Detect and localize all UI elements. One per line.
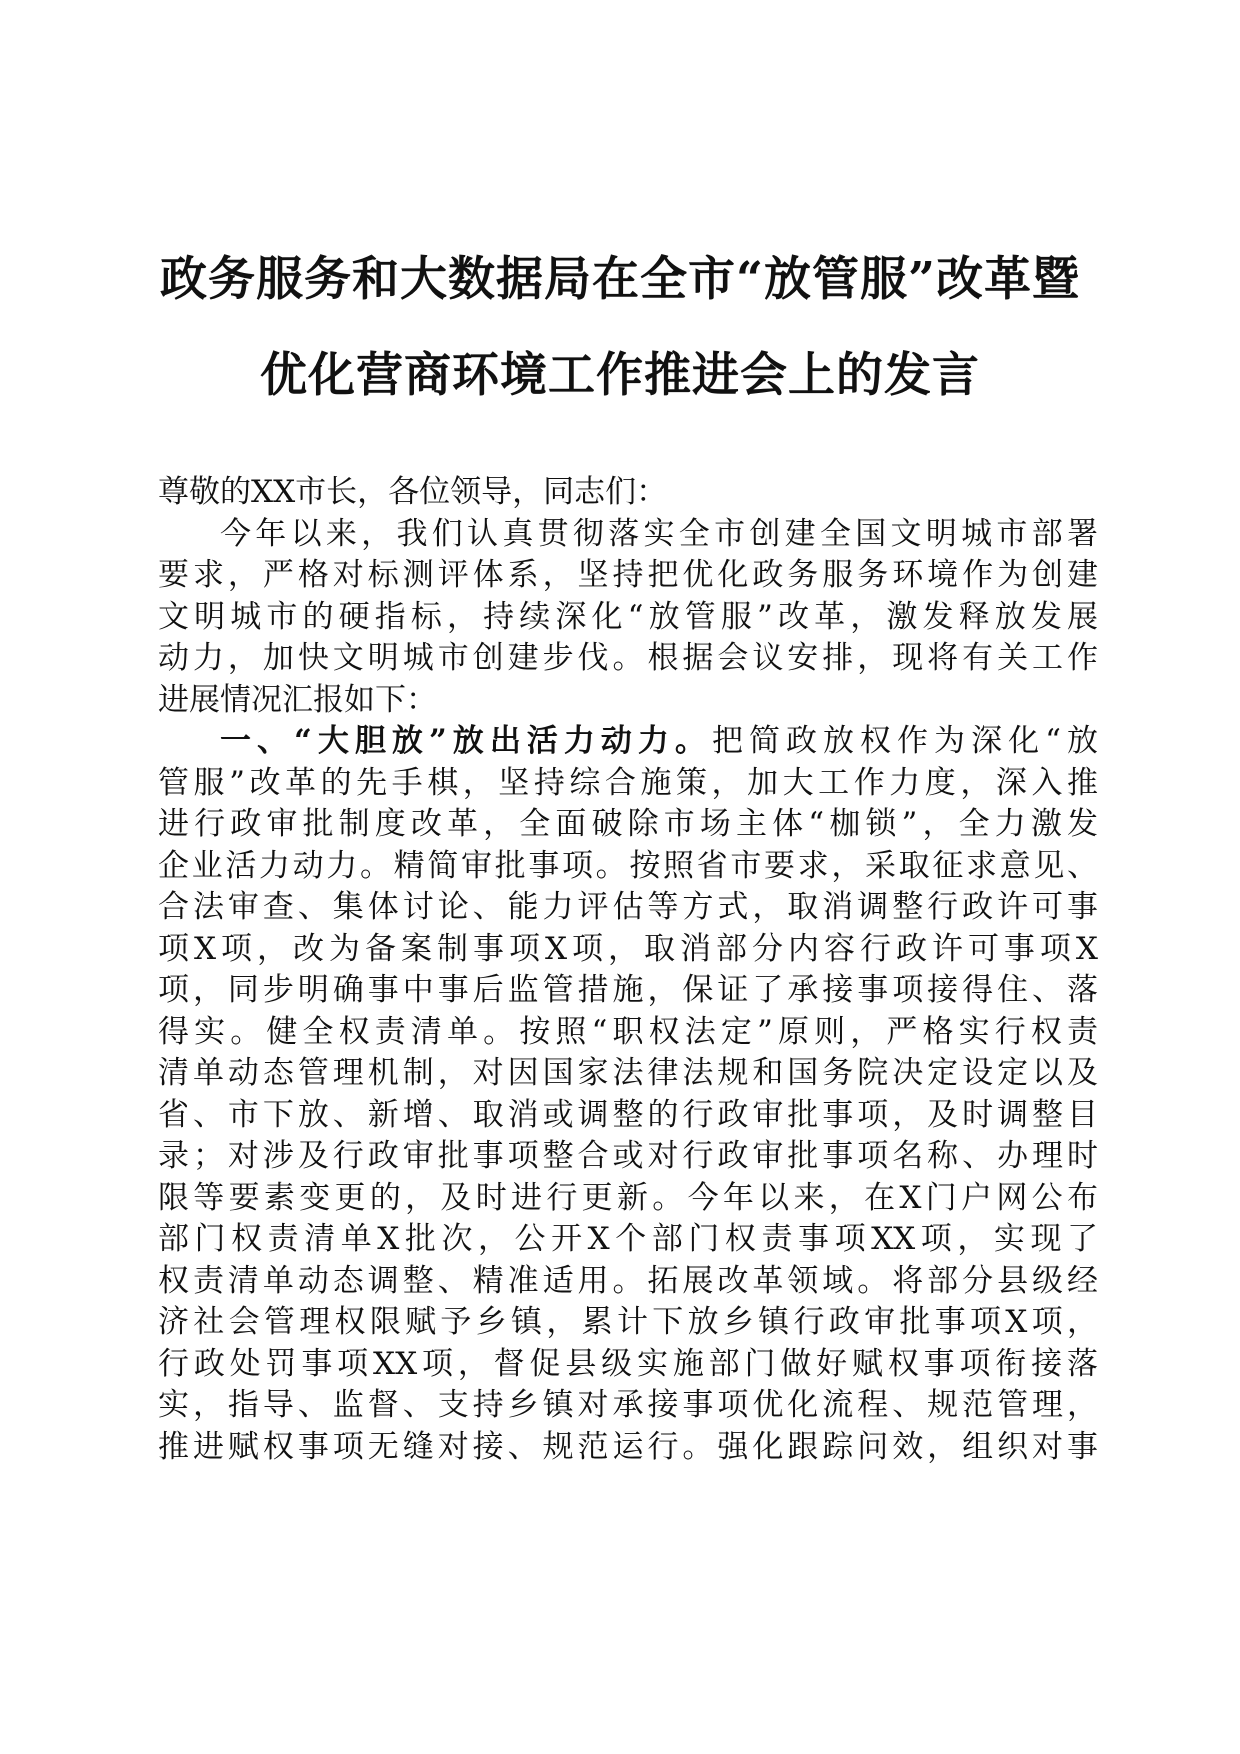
section-1-line: 项，同步明确事中事后监管措施，保证了承接事项接得住、落: [158, 972, 1098, 1008]
section-1-line: 济社会管理权限赋予乡镇，累计下放乡镇行政审批事项X项，: [158, 1304, 1098, 1340]
section-1-heading: 一、“大胆放”放出活力动力。: [220, 723, 712, 759]
section-1-line: 得实。健全权责清单。按照“职权法定”原则，严格实行权责: [158, 1013, 1098, 1050]
section-1-line: 权责清单动态调整、精准适用。拓展改革领域。将部分县级经: [158, 1262, 1098, 1299]
salutation: 尊敬的XX市长，各位领导，同志们：: [158, 474, 668, 510]
paragraph-1-line: 要求，严格对标测评体系，坚持把优化政务服务环境作为创建: [158, 557, 1098, 593]
section-1-line: 部门权责清单X批次，公开X个部门权责事项XX项，实现了: [158, 1221, 1098, 1257]
title-line-2: 优化营商环境工作推进会上的发言: [260, 348, 980, 403]
document-body: [158, 472, 1098, 1468]
section-1-line: 省、市下放、新增、取消或调整的行政审批事项，及时调整目: [158, 1096, 1098, 1133]
section-1-line: 实，指导、监督、支持乡镇对承接事项优化流程、规范管理，: [158, 1387, 1098, 1423]
section-1-first-line-text: 把简政放权作为深化“放: [711, 723, 1098, 759]
section-1-line: 清单动态管理机制，对因国家法律法规和国务院决定设定以及: [158, 1055, 1098, 1091]
title-line-1: 政务服务和大数据局在全市“放管服”改革暨: [159, 252, 1081, 307]
paragraph-1-line: 今年以来，我们认真贯彻落实全市创建全国文明城市部署: [220, 515, 1098, 552]
section-1-line: 合法审查、集体讨论、能力评估等方式，取消调整行政许可事: [158, 889, 1098, 925]
section-1-line: 限等要素变更的，及时进行更新。今年以来，在X门户网公布: [158, 1179, 1098, 1216]
section-1-line: 项X项，改为备案制事项X项，取消部分内容行政许可事项X: [158, 930, 1098, 967]
section-1-line: 推进赋权事项无缝对接、规范运行。强化跟踪问效，组织对事: [158, 1428, 1098, 1465]
section-1-line: 企业活力动力。精简审批事项。按照省市要求，采取征求意见、: [158, 847, 1098, 884]
document-title: [150, 232, 1090, 424]
section-1-line: 管服”改革的先手棋，坚持综合施策，加大工作力度，深入推: [158, 764, 1098, 801]
paragraph-1-line: 进展情况汇报如下：: [158, 681, 437, 718]
paragraph-1-line: 文明城市的硬指标，持续深化“放管服”改革，激发释放发展: [158, 598, 1098, 635]
section-1-line: 进行政审批制度改革，全面破除市场主体“枷锁”，全力激发: [158, 806, 1098, 842]
section-1-line: 行政处罚事项XX项，督促县级实施部门做好赋权事项衔接落: [158, 1345, 1098, 1382]
section-1-first-line: [158, 721, 1098, 763]
paragraph-1-line: 动力，加快文明城市创建步伐。根据会议安排，现将有关工作: [158, 640, 1098, 676]
section-1-line: 录；对涉及行政审批事项整合或对行政审批事项名称、办理时: [158, 1138, 1098, 1174]
